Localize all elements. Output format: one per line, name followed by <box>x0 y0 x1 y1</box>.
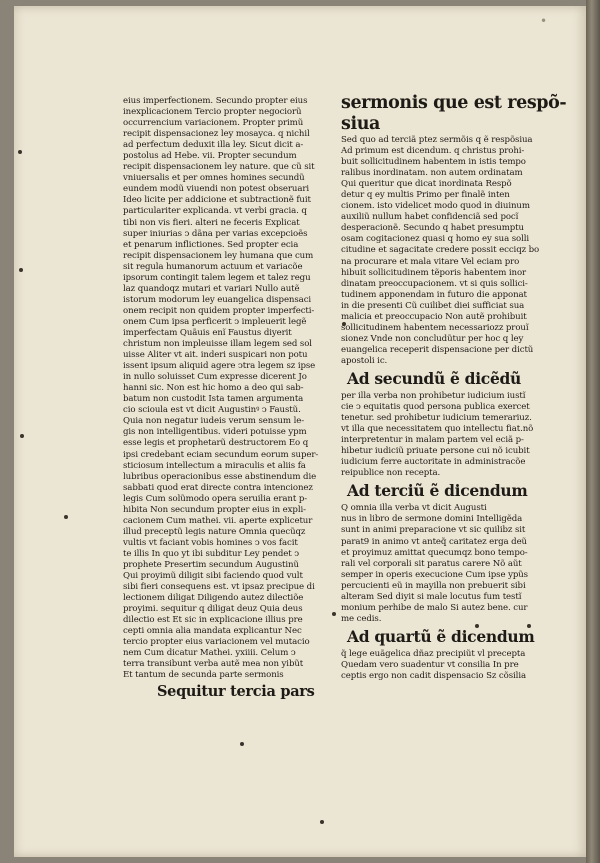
text-line: et penarum inflictiones. Sed propter ecia <box>123 239 299 250</box>
text-line: citudine et sagacitate credere possit ecciqz bo <box>341 245 540 256</box>
text-line: uisse Aliter vt ait. inderi suspicari non potu <box>123 350 308 361</box>
text-line: imperfectam Quãuis enĩ Faustus diyerit <box>123 327 292 338</box>
text-line: nem Cum dicatur Mathei. yxiiii. Celum ↄ <box>123 648 296 659</box>
text-line: cio scioula est vt dicit Augustinꝰ ↄ Faustũ. <box>123 405 301 416</box>
text-line: sollicitudinem habentem necessariozz prouĩ <box>341 322 529 333</box>
text-line: onem Cum ipsa perficerit ↄ impleuerit legẽ <box>123 316 307 327</box>
text-line: eundem modũ viuendi non potest obseruari <box>123 184 310 195</box>
text-line: in die presenti Cũ cuilibet diei sufficiat sua <box>341 300 525 311</box>
text-line: Ad primum est dicendum. q christus prohi- <box>341 146 525 157</box>
text-line: et proyimuz amittat quecumqz bono tempo- <box>341 547 528 558</box>
text-line: eius imperfectionem. Secundo propter eius <box>123 96 308 106</box>
text-line: cie ↄ equitatis quod persona publica exercet <box>341 402 530 413</box>
text-line: ipsorum contingit talem legem et talez regu <box>123 272 311 283</box>
text-line: reipublice non recepta. <box>341 468 441 479</box>
text-line: issent ipsum aliquid agere ↄtra legem sz ipse <box>123 361 316 372</box>
text-line: gis non intelligentibus. videri potuisse ypm <box>123 427 307 438</box>
ink-dot <box>320 820 324 824</box>
right-heading-4: Ad quartũ ẽ dicendum <box>347 626 535 646</box>
text-line: tenetur. sed prohibetur iudicium temerariuz. <box>341 413 532 424</box>
ink-dot <box>18 150 22 154</box>
text-line: cacionem Cum mathei. vii. aperte explicetur <box>123 515 313 526</box>
text-line: recipit dispensacionem ley nature. que cũ sit <box>123 162 315 173</box>
text-line: q̃ lege euãgelica dñaz precipiũt vl precepta <box>341 648 526 659</box>
text-line: Ideo licite per addicione et subtractionẽ fuit <box>123 195 311 206</box>
right-text-block-4 <box>341 649 546 682</box>
left-column <box>123 96 333 701</box>
text-line: ceptis ergo non cadit dispensacio Sz cõsilia <box>341 670 526 681</box>
text-line: onem recipit non quidem propter imperfecti- <box>123 305 315 316</box>
text-line: super iniurias ↄ dãna per varias excepcioẽs <box>123 228 308 239</box>
text-line: sibi fieri consequens est. vt ipsaz precipue di <box>123 582 315 593</box>
text-line: inexplicacionem Tercio propter negociorũ <box>123 107 302 118</box>
text-line: esse legis et prophetarũ destructorem Eo q <box>123 438 309 449</box>
folio-mark: • <box>540 14 548 28</box>
text-line: occurrencium variacionem. Propter primũ <box>123 118 304 129</box>
text-line: desperacionẽ. Secundo q habet presumptu <box>341 223 524 234</box>
text-line: hibuit sollicitudinem tẽporis habentem inor <box>341 267 527 278</box>
text-line: recipit dispensacionem ley humana que cum <box>123 250 314 261</box>
text-line: prophete Presertim secundum Augustinũ <box>123 559 299 570</box>
text-line: terra transibunt verba autẽ mea non yibũt <box>123 659 304 670</box>
left-text-block <box>123 96 333 681</box>
text-line: christum non impleuisse illam legem sed sol <box>123 339 312 350</box>
text-line: recipit dispensacionez ley mosayca. q nichil <box>123 129 310 140</box>
text-line: parat9 in animo vt anteq̃ caritatez erga deũ <box>341 536 527 547</box>
text-line: Qui queritur que dicat inordinata Respõ <box>341 179 512 190</box>
ink-dot <box>64 515 68 519</box>
text-line: hibita Non secundum propter eius in expli- <box>123 504 306 515</box>
right-text-block-3 <box>341 503 546 625</box>
text-line: tudinem apponendam in futuro die apponat <box>341 289 527 300</box>
text-line: cionem. isto videlicet modo quod in diuinum <box>341 201 530 212</box>
text-line: Sed quo ad terciã ptez sermõis q ẽ respõsiua <box>341 135 533 145</box>
text-line: interpretentur in malam partem vel eciã p- <box>341 435 524 446</box>
text-line: monium perhibe de malo Si autez bene. cur <box>341 602 528 613</box>
right-column <box>341 93 567 682</box>
text-line: laz quandoqz mutari et variari Nullo autẽ <box>123 283 300 294</box>
text-line: Q omnia illa verba vt dicit Augusti <box>341 503 487 514</box>
text-line: malicia et preoccupacio Non autẽ prohibuit <box>341 311 527 322</box>
ink-dot <box>19 268 23 272</box>
text-line: batum non custodit Ista tamen argumenta <box>123 394 304 405</box>
text-line: sunt in animi preparacione vt sic quilibz sit <box>341 525 526 536</box>
text-line: in nullo soluisset Cum expresse dicerent Jo <box>123 372 307 383</box>
text-line: lectionem diligat Diligendo autez dilectiõe <box>123 593 304 604</box>
right-text-block-2 <box>341 391 546 479</box>
left-heading: Sequitur tercia pars <box>157 683 315 701</box>
text-line: Qui proyimũ diligit sibi faciendo quod vult <box>123 571 303 582</box>
text-line: detur q ey multis Primo per finalẽ inten <box>341 190 510 201</box>
text-line: sionez Vnde non concludũtur per hoc q ley <box>341 333 524 344</box>
text-line: vultis vt faciant vobis homines ↄ vos facit <box>123 537 298 548</box>
text-line: lubribus operacionibus esse abstinendum die <box>123 471 317 482</box>
text-line: semper in operis execucione Cum ipse ypũs <box>341 569 528 580</box>
text-line: tercio propter eius variacionem vel mutacio <box>123 637 310 648</box>
right-heading-1a: sermonis que est respõ- <box>341 93 567 113</box>
text-line: buit sollicitudinem habentem in istis tempo <box>341 157 526 168</box>
text-line: ipsi credebant eciam secundum eorum super- <box>123 449 319 460</box>
text-line: hanni sic. Non est hic homo a deo qui sab- <box>123 383 304 394</box>
text-line: proyimi. sequitur q diligat deuz Quia deus <box>123 604 303 615</box>
text-line: me cedis. <box>341 613 382 624</box>
text-line: istorum modorum ley euangelica dispensaci <box>123 294 312 305</box>
text-line: sit regula humanorum actuum et variacõe <box>123 261 303 272</box>
text-line: per illa verba non prohibetur iudicium iustĩ <box>341 390 526 401</box>
text-line: cepti omnia alia mandata explicantur Nec <box>123 626 302 637</box>
text-line: auxiliũ nullum habet confidenciã sed pocĩ <box>341 212 519 223</box>
right-heading-2: Ad secundũ ẽ dicẽdũ <box>347 368 522 388</box>
text-line: tibi non vis fieri. alteri ne feceris Explicat <box>123 217 300 228</box>
right-heading-3: Ad terciũ ẽ dicendum <box>347 481 528 501</box>
ink-dot <box>240 742 244 746</box>
text-line: na procurare et mala vitare Vel eciam pro <box>341 256 520 267</box>
text-line: alteram Sed diyit si male locutus fum testĩ <box>341 591 522 602</box>
text-line: hibetur iudiciũ priuate persone cui nõ icubit <box>341 446 530 457</box>
text-line: Quedam vero suadentur vt consilia In pre <box>341 659 519 670</box>
text-line: sticiosum intellectum a miraculis et aliis fa <box>123 460 306 471</box>
text-line: postolus ad Hebe. vii. Propter secundum <box>123 151 297 162</box>
text-line: ad perfectum deduxit illa ley. Sicut dicit a- <box>123 140 304 151</box>
text-line: rali vel corporali sit paratus carere Nõ aũt <box>341 558 522 569</box>
text-line: legis Cum solũmodo opera seruilia erant p- <box>123 493 308 504</box>
text-line: illud preceptũ legis nature Omnia quecũqz <box>123 526 306 537</box>
text-line: particulariter explicanda. vt verbi gracia. q <box>123 206 307 217</box>
right-heading-1b: siua <box>341 114 380 134</box>
text-line: percucienti eũ in mayilla non prebuerit sibi <box>341 580 526 591</box>
right-text-block-1 <box>341 135 546 367</box>
text-line: vniuersalis et per omnes homines secundũ <box>123 173 305 184</box>
text-line: nus in libro de sermone domini Intelligẽda <box>341 514 523 525</box>
text-line: Quia non negatur iudeis verum sensum le- <box>123 416 305 427</box>
text-line: iudicium ferre auctoritate in administracõe <box>341 457 526 468</box>
ink-dot <box>20 434 24 438</box>
text-line: sabbati quod erat directe contra intencionez <box>123 482 313 493</box>
text-line: ralibus inordinatam. non autem ordinatam <box>341 168 523 179</box>
text-line: euangelica receperit dispensacione per dictũ <box>341 344 534 355</box>
text-line: osam cogitacionez quasi q homo ey sua solli <box>341 234 530 245</box>
text-line: dilectio est Et sic in explicacione illius pre <box>123 615 303 626</box>
book-spine <box>586 0 600 863</box>
text-line: apostoli ic. <box>341 355 388 366</box>
text-line: vt illa que necessitatem quo intellectu fiat.nõ <box>341 424 534 435</box>
text-line: Et tantum de secunda parte sermonis <box>123 670 284 681</box>
text-line: dinatam preoccupacionem. vt si quis sollici- <box>341 278 528 289</box>
text-line: te illis In quo yt ibi subditur Ley pendet ↄ <box>123 548 299 559</box>
